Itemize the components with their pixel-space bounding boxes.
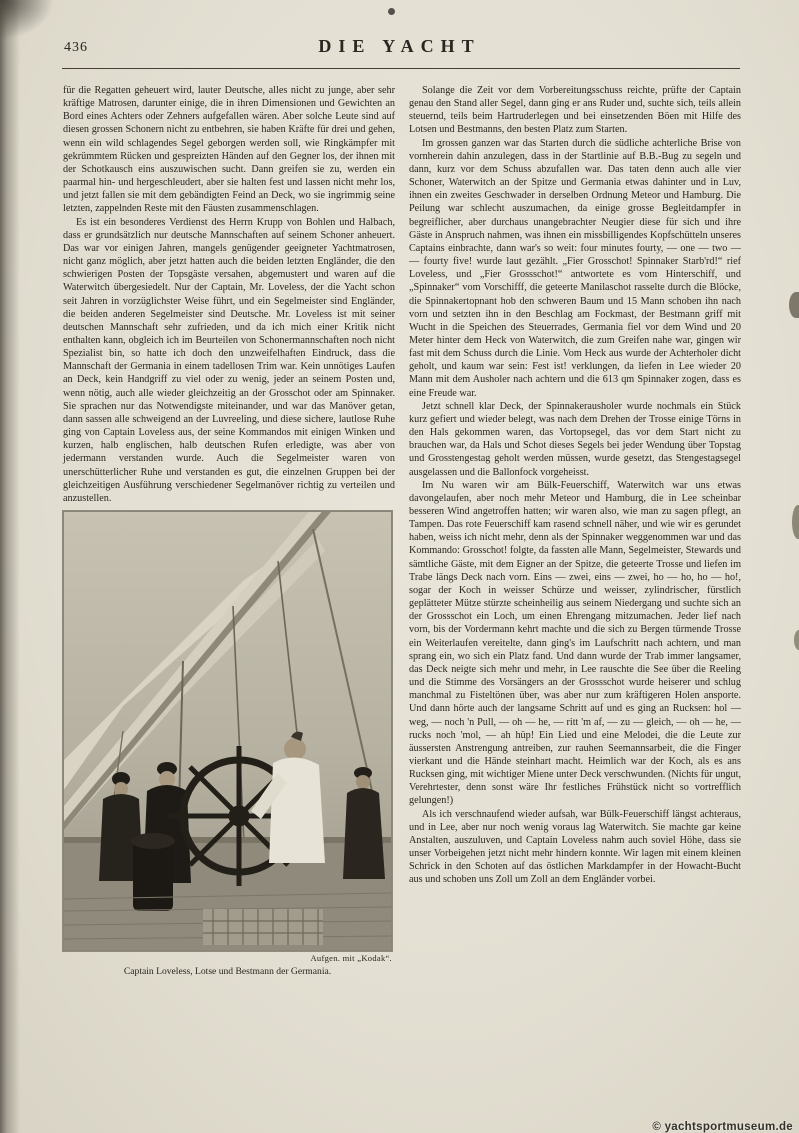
- scan-artifact-speck: [388, 8, 395, 15]
- body-paragraph: für die Regatten geheuert wird, lauter Deutsche, alles nicht zu junge, aber sehr kräftige Matrosen, darunter einige, die in ihren Dimensionen und Gewichten an Bord eines Achters oder Zehners aufgefallen wären. Aber solche Leute sind auf diesen grossen Schonern nicht zu entbehren, sie haben Kräfte für drei und gehen, wenn ein wild schlagendes Segel geborgen werden soll, wie Ringkämpfer mit gekrümmtem Rücken und gespreizten Händen auf den Gegner los, der ihnen mit der Schotkausch eins auszuwischen sucht. Dann greifen sie zu, werden ein paarmal hin- und hergeschleudert, aber sie halten fest und lassen nicht mehr los, und jetzt fallen sie mit dem gebändigten Feind an Deck, wo sie ingrimmig seine letzten, zappelnden Reste mit den Fäusten zusammenschlagen.: [63, 85, 395, 215]
- sailors-at-wheel-photo: [63, 511, 392, 951]
- photo-figure: [63, 511, 392, 977]
- scan-artifact-tear: [792, 505, 799, 539]
- photo-caption: Captain Loveless, Lotse und Bestmann der Germania.: [123, 966, 332, 977]
- body-paragraph: Im grossen ganzen war das Starten durch die südliche achterliche Brise von vornherein dahin anzulegen, dass in der Startlinie auf B.B.-Bug zu segeln und dann, kurz vor dem Schuss abzufallen war. Das taten denn auch alle vier Schoner, Waterwitch an der Spitze und Germania etwas dahinter und in Luv, ihnen ein zweites Geschwader in derselben Ordnung Meteor und Hamburg. Die Peilung war schlecht auszumachen, da einige grosse Begleitdampfer in begreiflicher, aber durchaus unangebrachter Neugier diese für sich und ihre Gäste in Anspruch nahmen, was ihnen ein missbilligendes Kopfschütteln unseres Captains einbrachte, dann war's so weit: four minutes fourty, — one — two — — fourty five! wurde laut gezählt. „Fier Grosschot! Spinnaker Starb'rd!“ rief Loveless, und „Fier Grossschot!“ antwortete es vom Hinterschiff, und „Spinnaker“ vom Vorschifff, die geteerte Manilaschot rasselte durch die Blöcke, die Spinnakertopnant hob den schweren Baum und 15 Mann schoben ihn nach vorn und setzten ihn in den Beschlag am Fockmast, der Bestmann griff mit Wucht in die Speichen des Steuerrades, Germania fiel vor dem Wind und 20 Meter hinter dem Heck von Waterwitch, die zum Greifen nahe war, gingen wir fast mit dem Schuss durch die Linie. Vom Heck aus wurde der Achterholer dicht geholt, und kaum war sein: Fest ist! verklungen, da liefen in Lee wieder 20 Mann mit dem Ausholer nach achtern und die 613 qm Spinnaker zogen, dass es eine Freude war.: [409, 137, 741, 399]
- magazine-title: DIE YACHT: [318, 36, 481, 56]
- photo-illustration: [63, 511, 392, 951]
- right-column: [409, 84, 741, 977]
- page-number: 436: [64, 40, 88, 55]
- body-paragraph: Solange die Zeit vor dem Vorbereitungsschuss reichte, prüfte der Captain genau den Stand aller Segel, dann ging er ans Ruder und, suchte sich, teils allein steuernd, teils beim Hartruderlegen und bei einsetzenden Böen mit Hilfe des Lotsen und Bestmanns, den besten Platz zum Starten.: [409, 85, 741, 136]
- photo-credit: Aufgen. mit „Kodak“.: [310, 953, 392, 963]
- scan-edge-shadow: [0, 0, 20, 1133]
- scan-artifact-tear: [794, 630, 799, 650]
- body-paragraph: Als ich verschnaufend wieder aufsah, war Bülk-Feuerschiff längst achteraus, und in Lee, aber nur noch wenig voraus lag Waterwitch. Sie machte gar keine Anstalten, auszuluven, und Captain Loveless nahm auch soviel Höhe, dass sie unser Vorbeigehen jetzt nicht mehr hindern konnte. Wir lagen mit einem kleinen Schrick in den Schoten auf das östlichen Markdampfer in der Howacht-Bucht aus und schoben uns Zoll um Zoll an dem Engländer vorbei.: [409, 808, 741, 886]
- left-column: [63, 84, 395, 977]
- body-paragraph: Jetzt schnell klar Deck, der Spinnakerausholer wurde nochmals ein Stück kurz gefiert und wieder belegt, was nach dem Drehen der Trosse einige Törns in den Hals gekommen waren, das Vortopsegel, das vor dem Start nicht zu brauchen war, da Hals und Schot dieses Segels bei jeder Wendung über Topstag und Grosstengestag geholt werden müssen, wurde gesetzt, das Stengestagsegel ausgelassen und die Ballonfock vorgeheisst.: [409, 400, 741, 478]
- body-paragraph: Es ist ein besonderes Verdienst des Herrn Krupp von Bohlen und Halbach, dass er grundsätzlich nur deutsche Mannschaften auf seinem Schoner anheuert. Das war vor einigen Jahren, mangels genügender geeigneter Yachtmatrosen, nicht ganz möglich, aber jetzt hatten auch die beiden letzten Engländer, die den schwierigen Posten der Topsgäste versahen, abgemustert und waren auf die Waterwitch übergesiedelt. Nur der Captain, Mr. Loveless, der die Yacht schon seit Jahren in vorzüglichster Weise führt, und ein Segelmeister sind Engländer, die beiden anderen Segelmeister sind Deutsche. Mr. Loveless ist mit seiner deutschen Mannschaft sehr zufrieden, und da ich mich einer Kritik nicht enthalten kann, obgleich ich im Beurteilen von Schonermannschaften noch nicht Spezialist bin, so hatte ich doch den unzweifelhaften Eindruck, dass die Mannschaft der Germania in einem tadellosen Trim war. Kein unnötiges Laufen an Deck, kein Handgriff zu viel oder zu wenig, jeder an seinem Posten und, wenn nötig, auch alle wieder gleichzeitig an der Grosschot oder am Spinnaker. Sie sprachen nur das Notwendigste miteinander, und war das Manöver getan, dann sassen alle schweigend an der Luvreeling, und diese sichere, lautlose Ruhe ging von Captain Loveless aus, der seine Kommandos mit einigen Winken und kurzen, halb englischen, halb deutschen Rufen erledigte, was aber von jedermann verstanden wurde. Auch die Segelmeister waren von unerschütterlicher Ruhe und verstanden es gut, die einzelnen Gruppen bei der gleichzeitigen Ausführung verschiedener Segelmanöver richtig zu verteilen und anzustellen.: [63, 216, 395, 504]
- header-rule: [62, 68, 740, 69]
- scan-artifact-tear: [789, 292, 799, 318]
- body-paragraph: Im Nu waren wir am Bülk-Feuerschiff, Waterwitch war uns etwas davongelaufen, aber noch mehr Meteor und Hamburg, die in Lee scheinbar besseren Wind angetroffen hatten; wir waren also, wie man zu sagen pflegt, an Tampen. Das rote Feuerschiff kam rasend schnell näher, und wie wir es gerundet haben, weiss ich nicht mehr, denn als der Spinnaker weggenommen war und das Kommando: Grosschot! folgte, da fassten alle Mann, Segelmeister, Stewards und sämtliche Gäste, mit dem Eigner an der Spitze, die geteerte Trosse und liefen im Trabe längs Deck nach vorn. Eins — zwei, eins — zwei, ho — ho, ho — ho!, sogar der Koch in weisser Schürze und weisser, zylindrischer, fürstlich geplätteter Mütze stürzte scheinheilig aus seinem Niedergang und suchte sich an der Grossschot ein Loch, um einen Ehrengang mitzumachen. Jeder lief nach vorn, bis der Vordermann kehrt machte und die sich zu Bergen türmende Trosse ein Weiterlaufen vereitelte, dann ging's im Laufschritt nach achtern, und man sprang ein, wo sich ein Platz fand. Und dann wurde der Trab immer langsamer, das Deck neigte sich mehr und mehr, in Lee rauschte die See über die Reeling und die Stimme des Vorsängers an der Grossschot wurde heiserer und schlug manchmal zu Fisteltönen über, was aber nur zum kräftigeren Holen ansporte. Und dann hörte auch der langsame Schritt auf und es ging an Rucksen: hol — weg, — noch 'n Pull, — oh — he, — ritt 'm af, — zu — gleich, — oh — he, — rucks noch 'mol, — ah hüp! Ein Lied und eine Melodei, die die Leute zur äussersten Anstrengung antreiben, zur rauhen Seemannsarbeit, die die Finger vierkant und die Hände steinhart macht. Heimlich war der Koch, als es ans Rucksen ging, mit wichtiger Miene unter Deck verschwunden. (Nichts für ungut, Verehrtester, denn sonst wäre Ihr festliches Frühstück nicht so vortrefflich gelungen!): [409, 479, 741, 807]
- watermark: © yachtsportmuseum.de: [652, 1121, 793, 1133]
- scan-artifact-corner: [0, 0, 54, 40]
- text-columns: [63, 84, 741, 977]
